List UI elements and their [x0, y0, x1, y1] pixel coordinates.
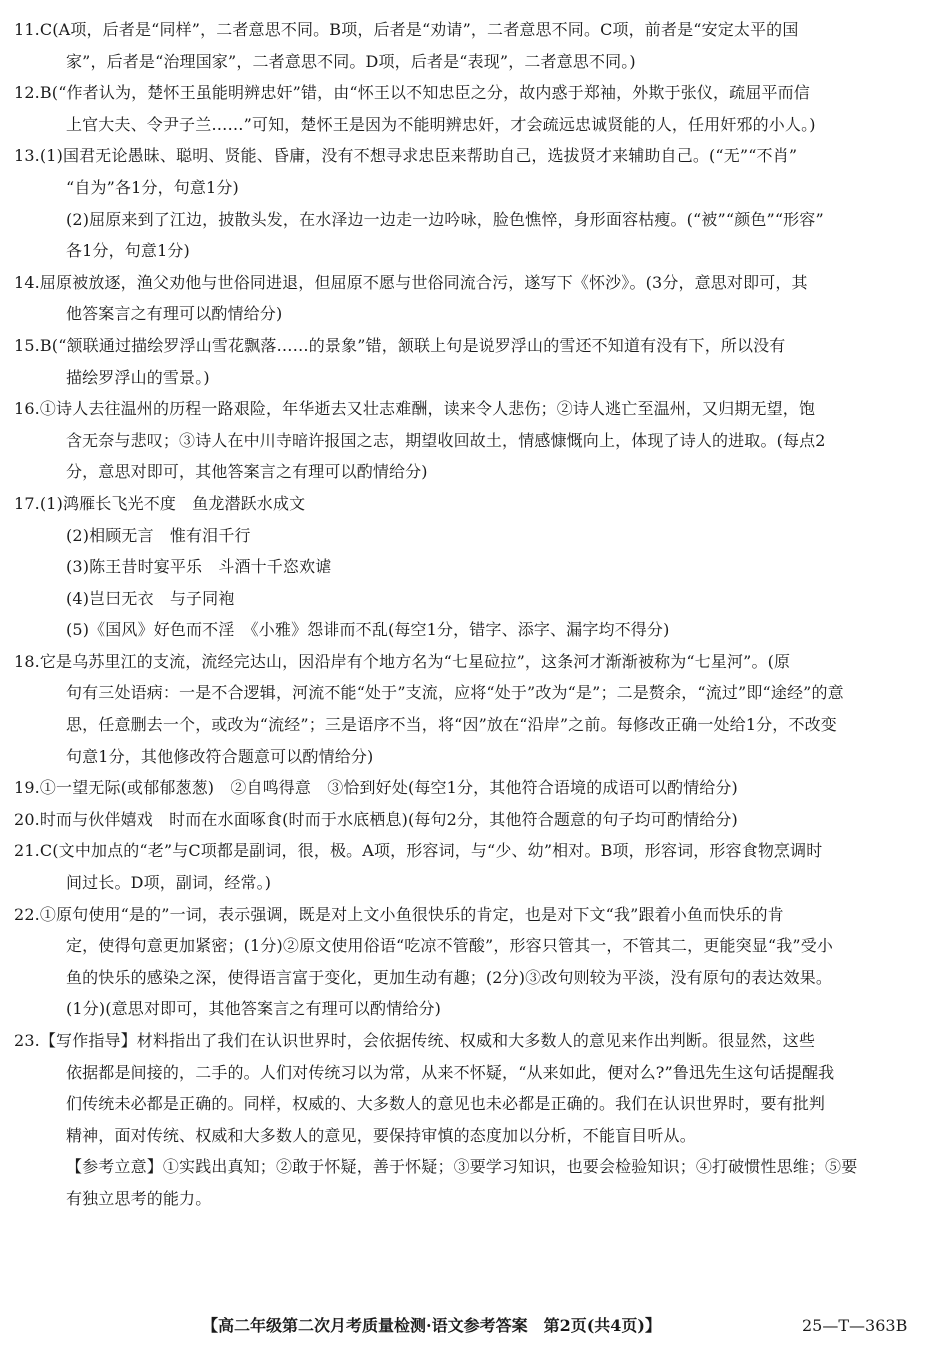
answer-line: 他答案言之有理可以酌情给分): [66, 304, 283, 324]
answer-line: 11.C(A项，后者是“同样”，二者意思不同。B项，后者是“劝请”，二者意思不同。C项，前者是“安定太平的国: [14, 20, 799, 39]
answer-line: 们传统未必都是正确的。同样，权威的、大多数人的意见也未必都是正确的。我们在认识世界时，要有批判: [66, 1094, 826, 1114]
answer-12: [14, 77, 914, 140]
answer-22: [14, 899, 914, 1025]
answer-line: 鱼的快乐的感染之深，使得语言富于变化，更加生动有趣；(2分)③改句则较为平淡，没有原句的表达效果。: [66, 967, 833, 987]
answer-line: (5)《国风》好色而不淫 《小雅》怨诽而不乱(每空1分，错字、添字、漏字均不得分): [66, 620, 670, 640]
answer-17: [14, 488, 914, 646]
answer-11: [14, 14, 914, 77]
answer-line: (1分)(意思对即可，其他答案言之有理可以酌情给分): [66, 999, 442, 1019]
answer-line: 各1分，句意1分): [66, 241, 190, 261]
answer-line: (2)屈原来到了江边，披散头发，在水泽边一边走一边吟咏，脸色憔悴，身形面容枯瘦。(“被”“颜色”“形容”: [66, 209, 824, 229]
answer-line: 16.①诗人去往温州的历程一路艰险，年华逝去又壮志难酬，读来令人悲伤；②诗人逃亡至温州，又归期无望，饱: [14, 399, 816, 419]
answer-line: 有独立思考的能力。: [66, 1188, 212, 1208]
answer-line: 13.(1)国君无论愚昧、聪明、贤能、昏庸，没有不想寻求忠臣来帮助自己，选拔贤才来辅助自己。(“无”“不肖”: [14, 146, 798, 166]
answer-line: (3)陈王昔时宴平乐 斗酒十千恣欢谑: [66, 557, 332, 577]
page-footer-code: 25—T—363B: [802, 1316, 908, 1335]
answer-16: [14, 393, 914, 488]
answer-line: 22.①原句使用“是的”一词，表示强调，既是对上文小鱼很快乐的肯定，也是对下文“我”跟着小鱼而快乐的肯: [14, 904, 784, 924]
answer-line: 精神，面对传统、权威和大多数人的意见，要保持审慎的态度加以分析，不能盲目听从。: [66, 1125, 696, 1145]
answer-line: “自为”各1分，句意1分): [66, 177, 239, 197]
answer-line: 12.B(“作者认为，楚怀王虽能明辨忠奸”错，由“怀王以不知忠臣之分，故内惑于郑袖，外欺于张仪，疏屈平而信: [14, 83, 810, 103]
answer-list: [14, 14, 914, 1215]
answer-line: 18.它是乌苏里江的支流，流经完达山，因沿岸有个地方名为“七星砬拉”，这条河才渐渐被称为“七星河”。(原: [14, 651, 791, 671]
answer-line: 上官大夫、令尹子兰……”可知，楚怀王是因为不能明辨忠奸，才会疏远忠诚贤能的人，任用奸邪的小人。): [66, 114, 816, 134]
answer-15: [14, 330, 914, 393]
answer-line: 句有三处语病：一是不合逻辑，河流不能“处于”支流，应将“处于”改为“是”；二是赘余，“流过”即“途经”的意: [66, 683, 844, 703]
answer-20: [14, 804, 914, 836]
answer-line: 23.【写作指导】材料指出了我们在认识世界时，会依据传统、权威和大多数人的意见来作出判断。很显然，这些: [14, 1031, 816, 1050]
answer-line: 定，使得句意更加紧密；(1分)②原文使用俗语“吃凉不管酸”，形容只管其一，不管其二，更能突显“我”受小: [66, 936, 834, 956]
answer-14: [14, 267, 914, 330]
answer-line: 依据都是间接的，二手的。人们对传统习以为常，从来不怀疑，“从来如此，便对么?”鲁迅先生这句话提醒我: [66, 1062, 835, 1082]
answer-line: 17.(1)鸿雁长飞光不度 鱼龙潜跃水成文: [14, 493, 306, 513]
answer-line: 21.C(文中加点的“老”与C项都是副词，很，极。A项，形容词，与“少、幼”相对。B项，形容词，形容食物烹调时: [14, 841, 823, 861]
answer-line: 思，任意删去一个，或改为“流经”；三是语序不当，将“因”放在“沿岸”之前。每修改正确一处给1分，不改变: [66, 715, 837, 735]
answer-13: [14, 140, 914, 266]
answer-23: [14, 1025, 914, 1215]
answer-19: [14, 772, 914, 804]
answer-line: 【参考立意】①实践出真知；②敢于怀疑，善于怀疑；③要学习知识，也要会检验知识；④打破惯性思维；⑤要: [66, 1157, 858, 1177]
answer-line: 句意1分，其他修改符合题意可以酌情给分): [66, 746, 374, 766]
answer-line: 19.①一望无际(或郁郁葱葱) ②自鸣得意 ③恰到好处(每空1分，其他符合语境的成语可以酌情给分): [14, 778, 738, 798]
answer-line: (4)岂曰无衣 与子同袍: [66, 588, 235, 608]
answer-line: 间过长。D项，副词，经常。): [66, 873, 272, 893]
page-footer-title: 【高二年级第二次月考质量检测·语文参考答案 第2页(共4页)】: [202, 1316, 661, 1335]
answer-line: 15.B(“颔联通过描绘罗浮山雪花飘落……的景象”错，颔联上句是说罗浮山的雪还不知道有没有下，所以没有: [14, 335, 786, 355]
answer-line: 含无奈与悲叹；③诗人在中川寺暗许报国之志，期望收回故土，情感慷慨向上，体现了诗人的进取。(每点2: [66, 430, 826, 450]
answer-line: 描绘罗浮山的雪景。): [66, 367, 210, 387]
answer-18: [14, 646, 914, 772]
answer-line: 家”，后者是“治理国家”，二者意思不同。D项，后者是“表现”，二者意思不同。): [66, 51, 636, 71]
answer-21: [14, 835, 914, 898]
answer-line: 14.屈原被放逐，渔父劝他与世俗同进退，但屈原不愿与世俗同流合污，遂写下《怀沙》。(3分，意思对即可，其: [14, 272, 808, 292]
answer-line: 20.时而与伙伴嬉戏 时而在水面啄食(时而于水底栖息)(每句2分，其他符合题意的句子均可酌情给分): [14, 809, 738, 829]
answer-line: 分，意思对即可，其他答案言之有理可以酌情给分): [66, 462, 428, 482]
answer-line: (2)相顾无言 惟有泪千行: [66, 525, 251, 545]
